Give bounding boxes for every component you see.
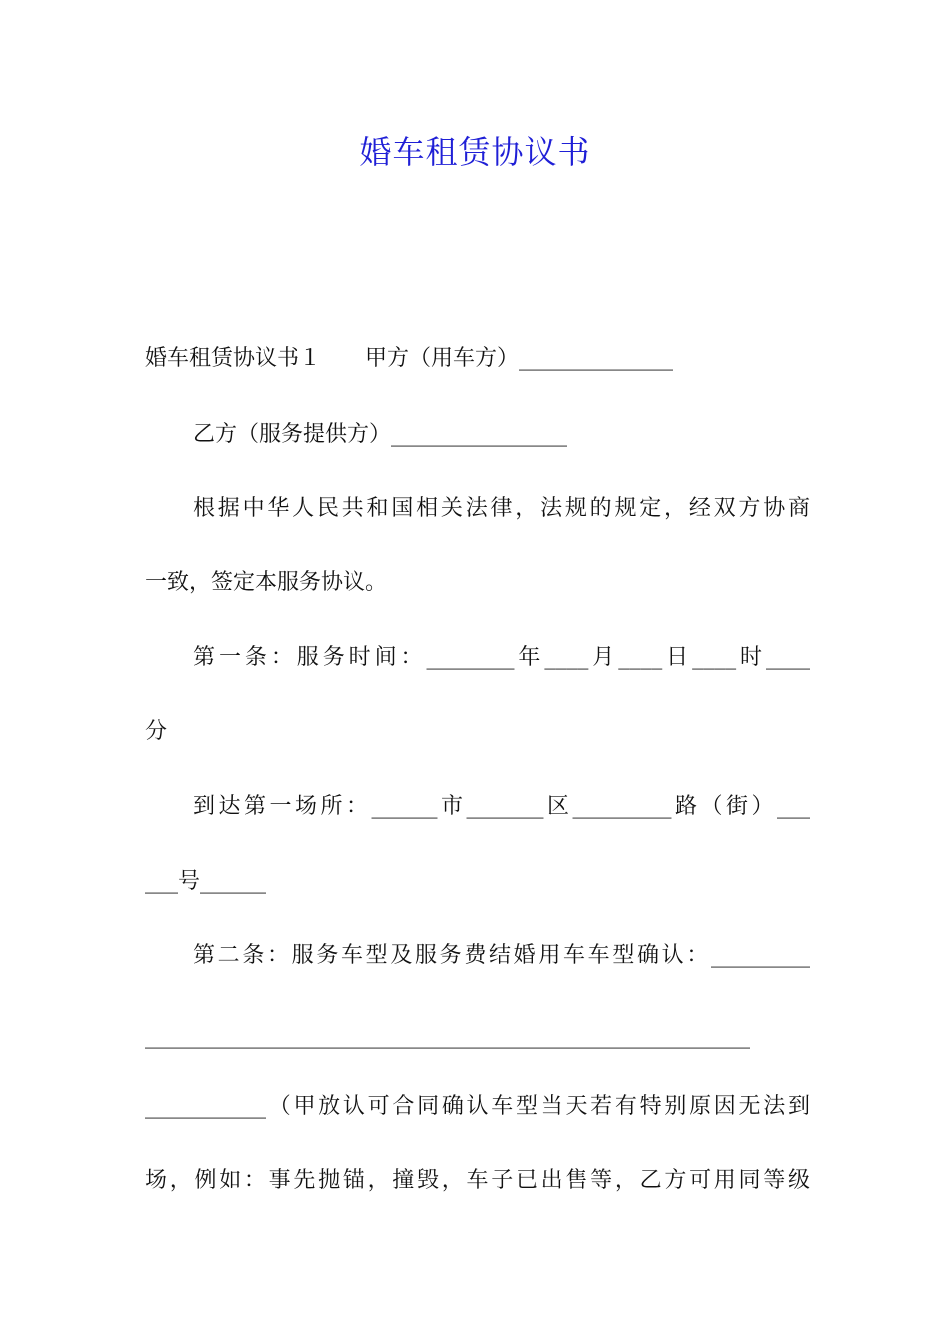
article-1-time-line: 第一条：服务时间：________年____月____日____时____ — [193, 645, 810, 670]
article-2-line: 第二条：服务车型及服务费结婚用车车型确认：_________ — [193, 943, 810, 968]
document-title: 婚车租赁协议书 — [359, 133, 591, 171]
preamble-line-2: 一致，签定本服务协议。 — [145, 570, 388, 595]
party-b-line: 乙方（服务提供方）________________ — [193, 422, 568, 447]
first-venue-line-2: ___号______ — [145, 869, 267, 894]
intro-party-a-line: 婚车租赁协议书１ 甲方（用车方）______________ — [145, 346, 674, 371]
article-2-note-line-1: ___________（甲放认可合同确认车型当天若有特别原因无法到 — [145, 1094, 810, 1119]
preamble-line-1: 根据中华人民共和国相关法律，法规的规定，经双方协商 — [193, 496, 810, 521]
first-venue-line-1: 到达第一场所：______市_______区_________路（街）___ — [193, 794, 810, 819]
article-1-minute-line: 分 — [145, 719, 168, 744]
blank-fill-line: _______________________________________________________ — [145, 1024, 750, 1049]
article-2-note-line-2: 场，例如：事先抛锚，撞毁，车子已出售等，乙方可用同等级 — [145, 1168, 810, 1193]
